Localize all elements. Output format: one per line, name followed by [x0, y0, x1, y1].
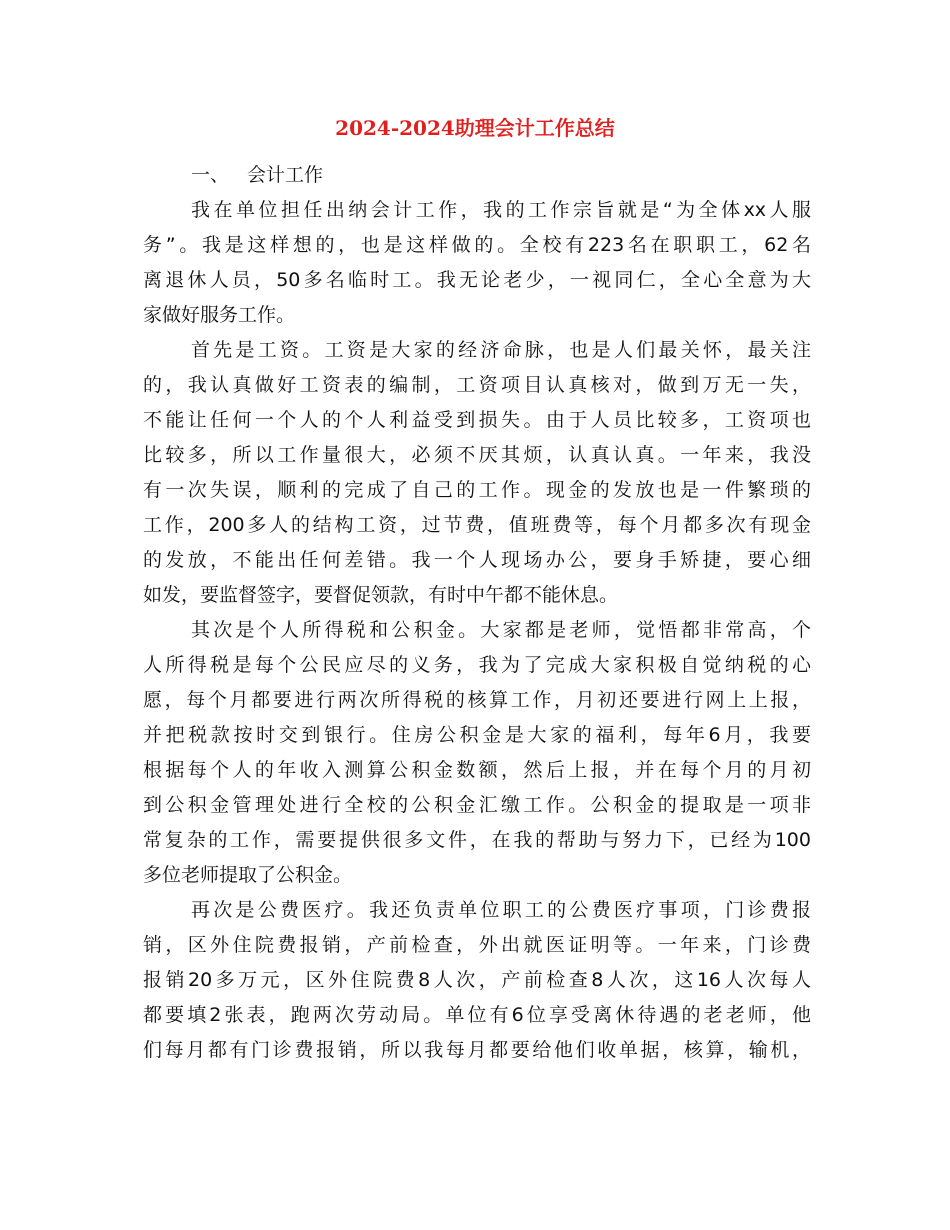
document-title: 2024-2024助理会计工作总结: [335, 116, 615, 140]
paragraph-line: 工作，200多人的结构工资，过节费，值班费等，每个月都多次有现金: [143, 514, 811, 536]
paragraph-line: 报销20多万元，区外住院费8人次，产前检查8人次，这16人次每人: [143, 969, 811, 991]
paragraph-line: 多位老师提取了公积金。: [143, 864, 353, 886]
document-body: [143, 158, 811, 1068]
paragraph-line: 如发，要监督签字，要督促领款，有时中午都不能休息。: [143, 584, 619, 606]
paragraph: [143, 333, 811, 613]
paragraph-line: 再次是公费医疗。我还负责单位职工的公费医疗事项，门诊费报: [191, 899, 811, 921]
paragraph: [143, 893, 811, 1068]
paragraph-line: 比较多，所以工作量很大，必须不厌其烦，认真认真。一年来，我没: [143, 444, 811, 466]
paragraph-line: 务”。我是这样想的，也是这样做的。全校有223名在职职工，62名: [143, 234, 811, 256]
paragraph-line: 有一次失误，顺利的完成了自己的工作。现金的发放也是一件繁琐的: [143, 479, 811, 501]
paragraph-line: 根据每个人的年收入测算公积金数额，然后上报，并在每个月的月初: [143, 759, 811, 781]
paragraph-line: 愿，每个月都要进行两次所得税的核算工作，月初还要进行网上上报，: [143, 689, 811, 711]
paragraph: [143, 193, 811, 333]
paragraph-line: 的，我认真做好工资表的编制，工资项目认真核对，做到万无一失，: [143, 374, 811, 396]
paragraph-line: 常复杂的工作，需要提供很多文件，在我的帮助与努力下，已经为100: [143, 829, 811, 851]
paragraph-line: 到公积金管理处进行全校的公积金汇缴工作。公积金的提取是一项非: [143, 794, 811, 816]
section-heading-text: 会计工作: [247, 164, 324, 186]
paragraph-line: 人所得税是每个公民应尽的义务，我为了完成大家积极自觉纳税的心: [143, 654, 811, 676]
paragraph-line: 家做好服务工作。: [143, 304, 296, 326]
section-number: 一、: [191, 164, 230, 186]
paragraph-line: 都要填2张表，跑两次劳动局。单位有6位享受离休待遇的老老师，他: [143, 1004, 811, 1026]
section-heading: [143, 158, 811, 193]
paragraph-line: 其次是个人所得税和公积金。大家都是老师，觉悟都非常高，个: [191, 619, 811, 641]
paragraph-line: 并把税款按时交到银行。住房公积金是大家的福利，每年6月，我要: [143, 724, 811, 746]
paragraph-line: 离退休人员，50多名临时工。我无论老少，一视同仁，全心全意为大: [143, 269, 811, 291]
paragraph: [143, 613, 811, 893]
paragraph-line: 销，区外住院费报销，产前检查，外出就医证明等。一年来，门诊费: [143, 934, 811, 956]
paragraph-line: 我在单位担任出纳会计工作，我的工作宗旨就是“为全体xx人服: [191, 199, 811, 221]
paragraph-line: 的发放，不能出任何差错。我一个人现场办公，要身手矫捷，要心细: [143, 549, 811, 571]
paragraph-line: 首先是工资。工资是大家的经济命脉，也是人们最关怀，最关注: [191, 339, 811, 361]
paragraph-line: 不能让任何一个人的个人利益受到损失。由于人员比较多，工资项也: [143, 409, 811, 431]
paragraph-line: 们每月都有门诊费报销，所以我每月都要给他们收单据，核算，输机，: [143, 1039, 811, 1061]
